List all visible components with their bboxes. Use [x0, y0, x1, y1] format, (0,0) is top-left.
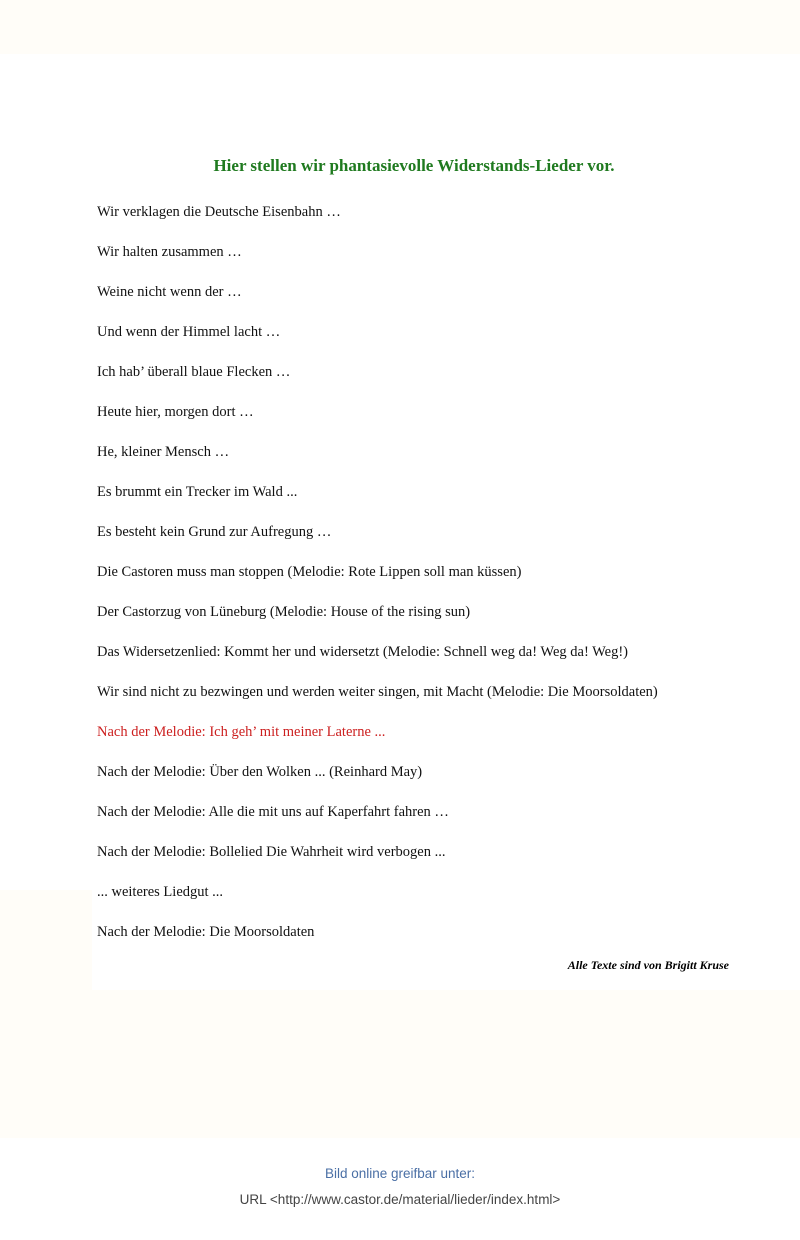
song-link[interactable]: Wir verklagen die Deutsche Eisenbahn … — [97, 204, 341, 220]
song-link[interactable]: Das Widersetzenlied: Kommt her und widersetzt (Melodie: Schnell weg da! Weg da! Weg!) — [97, 644, 629, 660]
footer-source-url: URL <http://www.castor.de/material/lieder/index.html> — [239, 1192, 561, 1207]
song-link[interactable]: Der Castorzug von Lüneburg (Melodie: House of the rising sun) — [97, 604, 471, 620]
song-link[interactable]: Nach der Melodie: Über den Wolken ... (Reinhard May) — [97, 764, 423, 780]
song-link[interactable]: Wir halten zusammen … — [97, 244, 242, 260]
bottom-background-band — [0, 990, 800, 1138]
song-list — [97, 202, 658, 962]
song-link[interactable]: Und wenn der Himmel lacht … — [97, 324, 281, 340]
song-link[interactable]: Weine nicht wenn der … — [97, 284, 242, 300]
song-link[interactable]: Nach der Melodie: Ich geh’ mit meiner Laterne ... — [97, 724, 386, 740]
song-link[interactable]: ... weiteres Liedgut ... — [97, 884, 224, 900]
song-link[interactable]: Es besteht kein Grund zur Aufregung … — [97, 524, 332, 540]
song-link[interactable]: Nach der Melodie: Bollelied Die Wahrheit wird verbogen ... — [97, 844, 446, 860]
song-link[interactable]: Wir sind nicht zu bezwingen und werden weiter singen, mit Macht (Melodie: Die Moorsoldaten) — [97, 684, 658, 700]
page-title: Hier stellen wir phantasievolle Widerstands-Lieder vor. — [213, 156, 615, 175]
credit-text: Alle Texte sind von Brigitt Kruse — [567, 958, 729, 972]
song-link[interactable]: Heute hier, morgen dort … — [97, 404, 254, 420]
song-link[interactable]: Die Castoren muss man stoppen (Melodie: Rote Lippen soll man küssen) — [97, 564, 522, 580]
song-link[interactable]: Nach der Melodie: Alle die mit uns auf Kaperfahrt fahren … — [97, 804, 449, 820]
left-background-patch — [0, 890, 92, 992]
footer-source-label: Bild online greifbar unter: — [324, 1166, 476, 1181]
song-link[interactable]: Ich hab’ überall blaue Flecken … — [97, 364, 291, 380]
song-link[interactable]: Es brummt ein Trecker im Wald ... — [97, 484, 298, 500]
song-link[interactable]: Nach der Melodie: Die Moorsoldaten — [97, 924, 315, 940]
song-link[interactable]: He, kleiner Mensch … — [97, 444, 230, 460]
top-background-band — [0, 0, 800, 54]
